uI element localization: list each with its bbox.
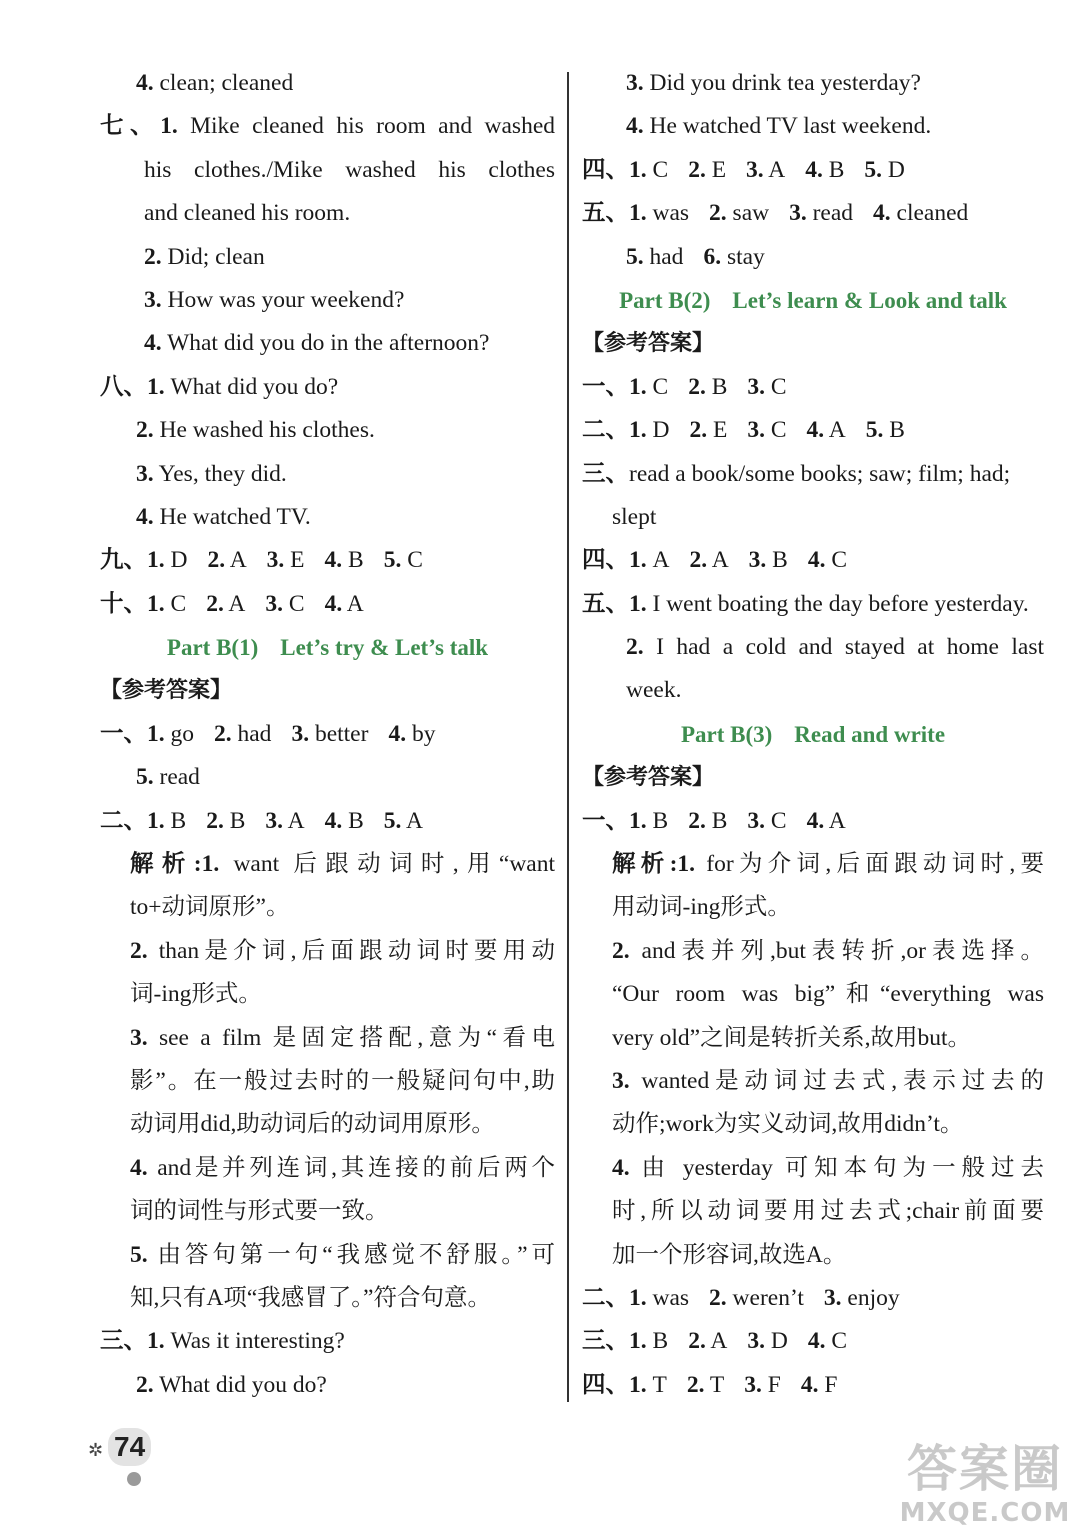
item-number: 3. [130,1024,148,1051]
item-number: 解析:1. [612,851,696,878]
answer-text: B [705,373,728,400]
answer-text: B [646,1328,669,1355]
answer-line [582,1147,1044,1190]
item-number: 5. [865,417,884,444]
answer-text: C [646,373,669,400]
item-number: 4. [612,1154,630,1181]
item-number: 5. [136,764,154,791]
answer-line [582,626,1044,669]
answer-line [582,973,1044,1016]
answer-line [582,496,1044,539]
answer-text: D [646,417,670,444]
answer-text: D [882,156,905,183]
answer-text: to+动词原形”。 [130,894,290,921]
answer-text: had [231,720,272,747]
answer-text: E [707,417,728,444]
item-number: 四、1. [582,156,647,183]
answer-text: A [401,807,423,834]
answer-text: than是介词,后面跟动词时要用动 [147,937,555,964]
answer-line [100,149,555,192]
item-number: 4. [136,503,154,530]
item-number: 4. [807,547,826,574]
column-divider [567,72,569,1402]
answer-line [582,1320,1044,1363]
answer-text: read a book/some books; saw; film; had; [629,460,1011,487]
item-number: 3. [291,720,310,747]
item-number: 4. [805,156,823,183]
item-number: 4. [800,1371,819,1398]
answer-line [582,669,1044,712]
answer-text: What did you do in the afternoon? [161,330,490,357]
answer-text: “Our room was big”和“everything was [612,981,1044,1008]
answer-text: C [765,807,787,834]
item-number: 2. [144,243,162,270]
item-number: 三、 [582,460,629,487]
item-number: 五、1. [582,200,647,227]
item-number: 七、1. [100,113,178,140]
answer-text: A [705,1328,728,1355]
answer-text: He washed his clothes. [153,417,375,444]
answer-line [100,1364,555,1407]
answer-text: better [309,720,369,747]
item-number: 一、1. [582,373,647,400]
answer-text: slept [612,503,657,530]
answer-text: A [824,807,846,834]
answer-line [100,713,555,756]
answer-text: 由答句第一句“我感觉不舒服。”可 [147,1241,555,1268]
answer-text: Did; clean [161,243,265,270]
item-number: 2. [709,200,727,227]
item-number: 2. [214,720,232,747]
page-number [108,1428,151,1466]
answer-text: He watched TV last weekend. [643,113,932,140]
item-number: 4. [806,807,825,834]
answer-line [582,453,1044,496]
answer-line [582,1017,1044,1060]
answer-text: A [342,590,364,617]
item-number: 4. [807,1328,826,1355]
item-number: 4. [130,1154,148,1181]
answer-text: A [824,417,846,444]
section-heading [582,713,1044,756]
answer-line [582,1277,1044,1320]
answer-text: F [761,1371,781,1398]
answer-line [100,1190,555,1233]
item-number: 4. [388,720,407,747]
answer-text: very old”之间是转折关系,故用but。 [612,1024,971,1051]
section-heading-part: Part B(1) [166,635,259,661]
answer-text: T [646,1371,667,1398]
answer-text: D [164,547,188,574]
answer-line [582,1234,1044,1277]
answer-text: 词的词性与形式要一致。 [130,1198,389,1225]
answer-text: see a film 是固定搭配,意为“看电 [147,1024,555,1051]
answer-label: 【参考答案】 [582,331,715,357]
item-number: 5. [130,1241,148,1268]
answer-line [100,62,555,105]
item-number: 4. [873,200,891,227]
answer-line [100,1234,555,1277]
answer-text: Mike cleaned his room and washed [177,113,556,140]
section-heading-title: Let’s try & Let’s talk [280,635,489,661]
answer-line [582,1190,1044,1233]
item-number: 2. [612,937,630,964]
answer-text: C [765,373,787,400]
item-number: 2. [688,373,706,400]
answer-line [100,1147,555,1190]
item-number: 五、1. [582,590,647,617]
item-number: 一、1. [100,720,165,747]
answer-text: 加一个形容词,故选A。 [612,1241,847,1268]
item-number: 3. [747,807,765,834]
answer-text: 用动词-ing形式。 [612,894,791,921]
answer-line [100,279,555,322]
item-number: 2. [626,634,644,661]
item-number: 二、1. [582,417,647,444]
watermark-line2: MXQE.COM [899,1498,1071,1528]
item-number: 二、1. [582,1284,647,1311]
item-number: 2. [130,937,148,964]
item-number: 3. [266,547,285,574]
answer-text: A [707,547,729,574]
answer-text: E [284,547,305,574]
answer-line [100,1103,555,1146]
answer-text: 时,所以动词要用过去式;chair前面要 [612,1198,1044,1225]
answer-line [582,366,1044,409]
answer-text: go [164,720,194,747]
answer-line [582,583,1044,626]
answer-text: A [646,547,670,574]
item-number: 3. [612,1067,630,1094]
answer-text: A [225,547,247,574]
answer-text: 影”。在一般过去时的一般疑问句中,助 [130,1067,555,1094]
answer-text: B [223,807,246,834]
answer-text: for为介词,后面跟动词时,要 [695,851,1045,878]
answer-line [100,496,555,539]
answer-text: B [766,547,788,574]
answer-text: 由 yesterday 可知本句为一般过去 [629,1154,1044,1181]
item-number: 2. [689,547,708,574]
answer-text: B [705,807,728,834]
answer-text: B [646,807,669,834]
answer-text: wanted是动词过去式,表示过去的 [629,1067,1044,1094]
item-number: 九、1. [100,547,165,574]
section-heading [582,279,1044,322]
answer-text: his clothes./Mike washed his clothes [144,156,555,183]
answer-text: Was it interesting? [164,1328,345,1355]
section-heading [100,626,555,669]
item-number: 6. [703,243,722,270]
answer-text: C [646,156,669,183]
item-number: 4. [626,113,644,140]
item-number: 2. [688,807,706,834]
answer-text: was [646,200,690,227]
right-column [582,62,1044,1407]
answer-text: A [763,156,786,183]
left-column [100,62,555,1407]
answer-line [100,409,555,452]
answer-line [100,105,555,148]
answer-text: E [705,156,727,183]
answer-text: A [283,807,305,834]
answer-text: What did you do? [153,1371,327,1398]
answer-text: What did you do? [164,373,339,400]
answer-text: and表并列,but表转折,or表选择。 [629,937,1044,964]
item-number: 5. [383,547,402,574]
item-number: 十、1. [100,590,165,617]
answer-line [100,192,555,235]
answer-line [582,1364,1044,1407]
answer-line [582,886,1044,929]
answer-line [100,973,555,1016]
item-number: 2. [689,417,708,444]
answer-text: C [825,547,848,574]
item-number: 四、1. [582,547,647,574]
answer-line [100,1060,555,1103]
item-number: 2. [207,547,226,574]
item-number: 4. [324,547,343,574]
answer-text: I had a cold and stayed at home last [643,634,1044,661]
answer-line [100,1277,555,1320]
answer-line [100,1320,555,1363]
answer-text: F [818,1371,838,1398]
answer-text: B [164,807,187,834]
answer-text: C [764,417,787,444]
answer-line [100,583,555,626]
answer-text: read [806,200,854,227]
item-number: 3. [744,1371,762,1398]
item-number: 3. [265,807,283,834]
item-number: 5. [626,243,644,270]
item-number: 4. [324,590,343,617]
item-number: 一、1. [582,807,647,834]
item-number: 3. [747,417,765,444]
answer-text: I went boating the day before yesterday. [646,590,1029,617]
answer-line [100,453,555,496]
answer-text: had [643,243,684,270]
answer-line [582,192,1044,235]
item-number: 三、1. [100,1328,165,1355]
item-number: 4. [136,70,154,96]
answer-line [100,756,555,799]
answer-line [100,800,555,843]
item-number: 2. [136,417,154,444]
answer-line [582,149,1044,192]
answer-text: enjoy [841,1284,900,1311]
item-number: 2. [206,590,224,617]
answer-text: 词-ing形式。 [130,981,262,1008]
answer-line [582,1060,1044,1103]
answer-text: read [153,764,200,791]
answer-text: B [342,807,364,834]
item-number: 解析:1. [130,851,220,878]
answer-line [100,843,555,886]
answer-line [582,843,1044,886]
page-number-text: 74 [108,1428,151,1466]
item-number: 5. [864,156,883,183]
answer-line [100,236,555,279]
answer-text: He watched TV. [153,503,311,530]
item-number: 3. [626,70,644,96]
section-heading-title: Let’s learn & Look and talk [732,287,1007,313]
answer-line [100,539,555,582]
answer-text: C [825,1328,848,1355]
answer-text: cleaned [890,200,969,227]
answer-text: 知,只有A项“我感冒了。”符合句意。 [130,1284,491,1311]
answer-line [582,1103,1044,1146]
answer-text: weren’t [726,1284,804,1311]
answer-text: 动词用did,助动词后的动词用原形。 [130,1111,495,1138]
item-number: 八、1. [100,373,165,400]
item-number: 2. [688,156,706,183]
section-heading-part: Part B(3) [680,721,773,747]
answer-text: was [646,1284,690,1311]
answer-text: Did you drink tea yesterday? [643,70,921,96]
item-number: 3. [748,547,767,574]
answer-text: want 后跟动词时,用“want [219,851,555,878]
item-number: 3. [789,200,807,227]
answer-line [582,539,1044,582]
answer-text: and是并列连词,其连接的前后两个 [147,1154,555,1181]
section-heading-title: Read and write [794,721,946,747]
answer-text: A [223,590,246,617]
item-number: 3. [746,156,764,183]
answer-line [100,886,555,929]
item-number: 3. [136,460,154,487]
answer-label: 【参考答案】 [582,765,715,791]
answer-line [582,930,1044,973]
item-number: 四、1. [582,1371,647,1398]
item-number: 3. [747,373,765,400]
answer-text: saw [726,200,770,227]
answer-text: stay [721,243,765,270]
answer-text: by [406,720,436,747]
item-number: 2. [136,1371,154,1398]
answer-line [100,930,555,973]
item-number: 2. [688,1328,706,1355]
answer-line [582,62,1044,105]
watermark-logo [895,1440,1075,1535]
item-number: 3. [747,1328,765,1355]
answer-text: C [283,590,305,617]
answer-line [582,105,1044,148]
item-number: 4. [806,417,825,444]
item-number: 4. [144,330,162,357]
item-number: 3. [823,1284,842,1311]
answer-text: C [401,547,423,574]
star-icon: ✲ [88,1440,104,1460]
answer-text: T [704,1371,725,1398]
item-number: 4. [324,807,343,834]
answer-text: and cleaned his room. [144,200,351,227]
item-number: 2. [709,1284,727,1311]
item-number: 5. [383,807,402,834]
watermark-line1: 答案圈 [907,1440,1063,1498]
item-number: 3. [144,286,162,313]
answer-line [582,800,1044,843]
answer-label: 【参考答案】 [100,678,233,704]
item-number: 2. [686,1371,705,1398]
answer-text: Yes, they did. [153,460,287,487]
section-heading-part: Part B(2) [619,287,711,313]
answer-text: B [822,156,845,183]
answer-line [582,236,1044,279]
item-number: 3. [265,590,283,617]
answer-line [100,322,555,365]
item-number: 2. [206,807,224,834]
answer-text: B [883,417,905,444]
item-number: 二、1. [100,807,165,834]
item-number: 三、1. [582,1328,647,1355]
answer-text: D [765,1328,788,1355]
answer-text: 动作;work为实义动词,故用didn’t。 [612,1111,964,1138]
answer-line [100,366,555,409]
answer-line [582,409,1044,452]
answer-text: clean; cleaned [153,70,294,96]
answer-text: How was your weekend? [161,286,405,313]
answer-text: week. [626,677,682,704]
answer-text: B [342,547,364,574]
dot-icon [127,1472,141,1486]
answer-line [100,1017,555,1060]
answer-text: C [164,590,187,617]
